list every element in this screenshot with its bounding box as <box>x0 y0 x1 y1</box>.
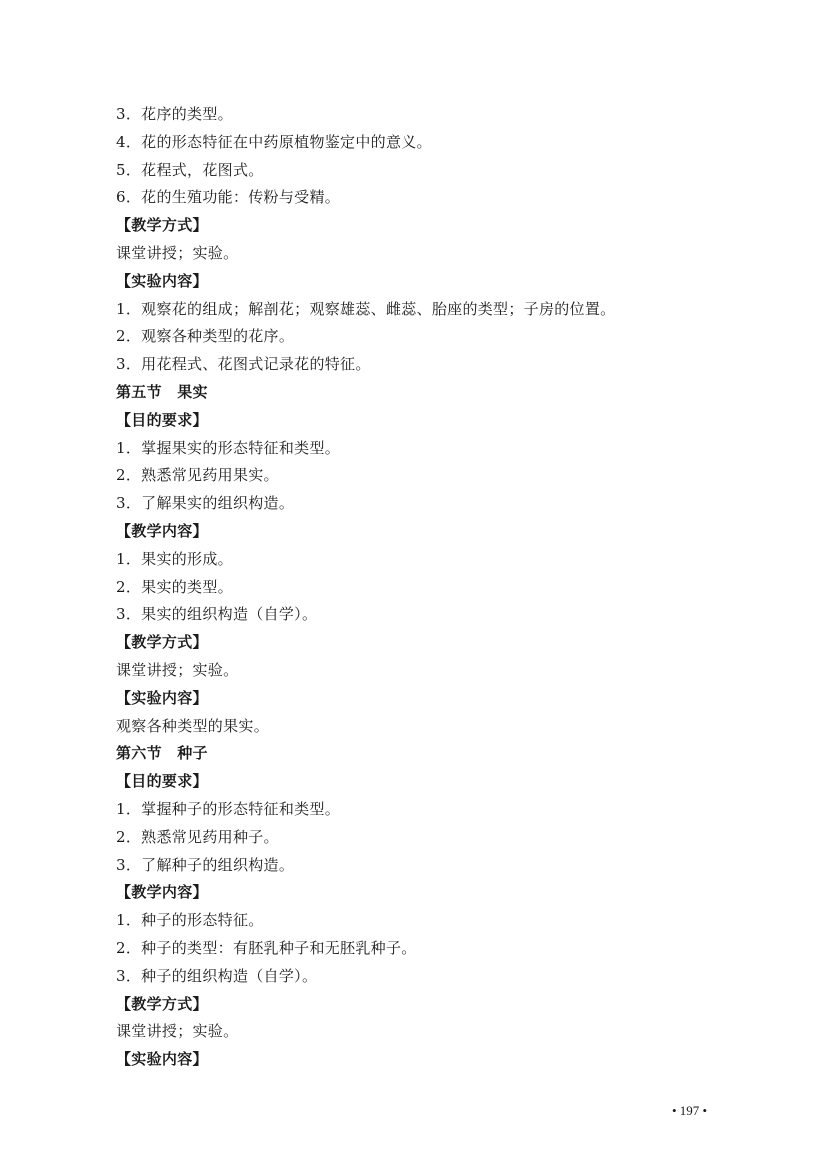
text-line: 3．果实的组织构造（自学）。 <box>116 605 318 624</box>
section-heading: 【教学方式】 <box>116 994 208 1013</box>
text-line: 3．花序的类型。 <box>116 105 233 123</box>
text-line: 5．花程式，花图式。 <box>116 160 264 179</box>
section-heading: 【目的要求】 <box>116 772 208 791</box>
section-heading: 【实验内容】 <box>116 688 208 707</box>
text-line: 课堂讲授；实验。 <box>116 1022 239 1041</box>
text-line: 课堂讲授；实验。 <box>116 243 239 262</box>
text-line: 1．掌握果实的形态特征和类型。 <box>116 438 341 457</box>
text-line: 1．种子的形态特征。 <box>116 911 264 930</box>
page-body <box>116 101 756 1074</box>
section-heading: 【教学方式】 <box>116 633 208 652</box>
section-heading: 【目的要求】 <box>116 410 208 429</box>
section-heading: 【教学方式】 <box>116 216 208 235</box>
text-line: 2．熟悉常见药用种子。 <box>116 827 279 846</box>
text-line: 课堂讲授；实验。 <box>116 660 239 679</box>
text-line: 3．用花程式、花图式记录花的特征。 <box>116 355 371 374</box>
text-line: 1．果实的形成。 <box>116 549 233 568</box>
section-heading: 【实验内容】 <box>116 1050 208 1069</box>
text-line: 观察各种类型的果实。 <box>116 716 270 735</box>
section-heading: 第六节 种子 <box>116 744 208 763</box>
text-line: 2．观察各种类型的花序。 <box>116 327 295 346</box>
section-heading: 第五节 果实 <box>116 382 208 401</box>
text-line: 2．熟悉常见药用果实。 <box>116 466 279 485</box>
text-line: 1．掌握种子的形态特征和类型。 <box>116 799 341 818</box>
text-line: 4．花的形态特征在中药原植物鉴定中的意义。 <box>116 132 432 151</box>
text-line: 1．观察花的组成；解剖花；观察雄蕊、雌蕊、胎座的类型；子房的位置。 <box>116 299 616 318</box>
section-heading: 【教学内容】 <box>116 521 208 540</box>
page-number: • 197 • <box>672 1103 708 1118</box>
section-heading: 【教学内容】 <box>116 883 208 902</box>
section-heading: 【实验内容】 <box>116 271 208 290</box>
text-line: 6．花的生殖功能：传粉与受精。 <box>116 188 341 207</box>
text-line: 2．种子的类型：有胚乳种子和无胚乳种子。 <box>116 938 417 957</box>
text-line: 3．了解种子的组织构造。 <box>116 855 295 874</box>
text-line: 3．种子的组织构造（自学）。 <box>116 966 318 985</box>
text-line: 2．果实的类型。 <box>116 577 233 596</box>
text-line: 3．了解果实的组织构造。 <box>116 494 295 513</box>
